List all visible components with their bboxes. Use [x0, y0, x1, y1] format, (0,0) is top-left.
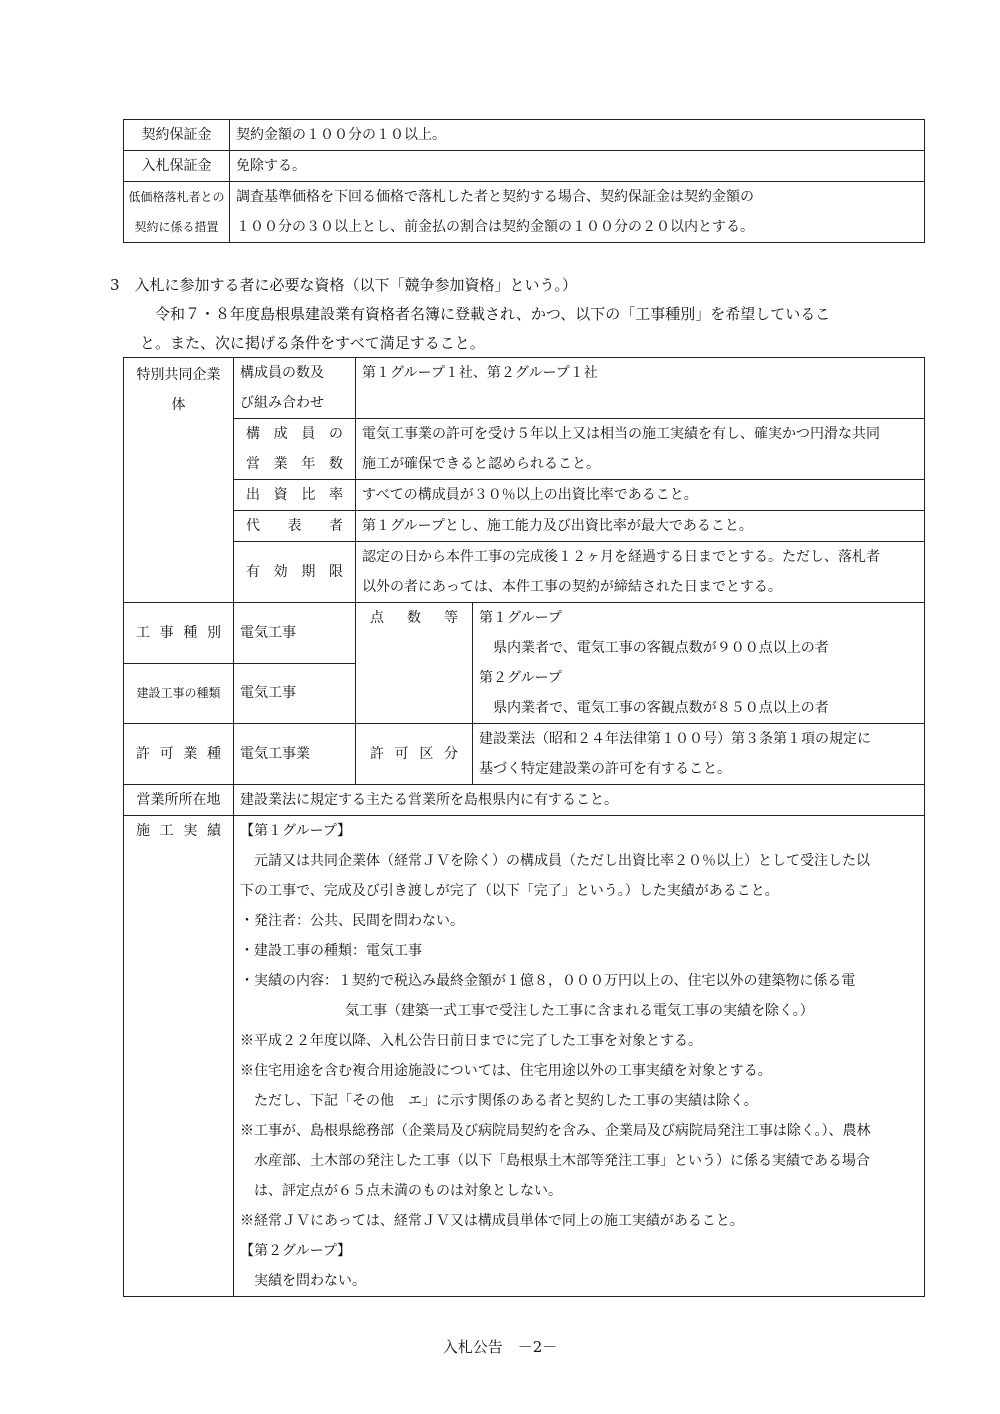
table-row [124, 816, 925, 1297]
points-label: 点数等 [356, 603, 473, 724]
value-line: 県内業者で、電気工事の客観点数が９００点以上の者 [493, 640, 829, 656]
value-line: 第１グループ [479, 610, 562, 626]
bid-deposit-label: 入札保証金 [124, 151, 230, 182]
table-row [124, 182, 925, 243]
record-paragraph: 下の工事で、完成及び引き渡しが完了（以下「完了」という。）した実績があること。 [240, 883, 779, 899]
record-label: 施工実績 [124, 816, 234, 1297]
jv-years-value [356, 419, 925, 480]
table-row [124, 542, 925, 603]
record-note-cont: ただし、下記「その他 エ」に示す関係のある者と契約した工事の実績は除く。 [254, 1093, 758, 1109]
record-note: ※住宅用途を含む複合用途施設については、住宅用途以外の工事実績を対象とする。 [240, 1063, 772, 1079]
group2-heading: 【第２グループ】 [240, 1243, 352, 1259]
construction-type-value: 電気工事 [234, 663, 356, 724]
construction-type-label: 建設工事の種類 [124, 663, 234, 724]
section-paragraph: と。また、次に掲げる条件をすべて満足すること。 [140, 334, 485, 352]
group1-heading: 【第１グループ】 [240, 823, 352, 839]
jv-members-value [356, 358, 925, 419]
table-row [124, 120, 925, 151]
low-price-measure-label [124, 182, 230, 243]
jv-label: 特別共同企業体 [124, 358, 234, 603]
value-line: １００分の３０以上とし、前金払の割合は契約金額の１００分の２０以内とする。 [236, 219, 754, 235]
table-row [124, 724, 925, 785]
low-price-measure-value [230, 182, 925, 243]
value-line: 第２グループ [479, 670, 562, 686]
record-bullet-cont: 気工事（建築一式工事で受注した工事に含まれる電気工事の実績を除く。） [345, 1003, 814, 1019]
jv-validity-label: 有効期限 [234, 542, 356, 603]
table-row [124, 480, 925, 511]
value-line: 電気工事業の許可を受け５年以上又は相当の施工実績を有し、確実かつ円滑な共同 [362, 426, 880, 442]
office-value: 建設業法に規定する主たる営業所を島根県内に有すること。 [234, 785, 925, 816]
record-note-cont: は、評定点が６５点未満のものは対象としない。 [254, 1183, 562, 1199]
value-line: 以外の者にあっては、本件工事の契約が締結された日までとする。 [362, 579, 782, 595]
page-footer: 入札公告 －2－ [442, 1338, 558, 1356]
license-class-value [473, 724, 925, 785]
work-type-value: 電気工事 [234, 603, 356, 664]
value-line: 調査基準価格を下回る価格で落札した者と契約する場合、契約保証金は契約金額の [236, 189, 754, 205]
jv-members-label [234, 358, 356, 419]
table-row [124, 358, 925, 419]
value-line: 基づく特定建設業の許可を有すること。 [479, 761, 731, 777]
record-bullet: ・建設工事の種類：電気工事 [240, 943, 422, 959]
record-bullet: ・実績の内容：１契約で税込み最終金額が１億８，０００万円以上の、住宅以外の建築物に係る電 [240, 973, 856, 989]
label-line: び組み合わせ [240, 395, 324, 411]
value-line: 第１グループ１社、第２グループ１社 [362, 365, 598, 381]
record-paragraph: 元請又は共同企業体（経常ＪＶを除く）の構成員（ただし出資比率２０％以上）として受注した以 [254, 853, 870, 869]
record-note-cont: 水産部、土木部の発注した工事（以下「島根県土木部等発注工事」という）に係る実績である場合 [254, 1153, 870, 1169]
record-paragraph: 実績を問わない。 [254, 1273, 366, 1289]
table-row [124, 785, 925, 816]
label-line: 構成員の数及 [240, 365, 324, 381]
value-line: すべての構成員が３０％以上の出資比率であること。 [362, 487, 698, 503]
jv-rep-label: 代表者 [234, 511, 356, 542]
label-line: 低価格落札者との [128, 190, 225, 204]
license-type-value: 電気工事業 [234, 724, 356, 785]
bid-deposit-value: 免除する。 [230, 151, 925, 182]
label-line: 営業年数 [246, 456, 343, 472]
table-row [124, 151, 925, 182]
jv-capital-label: 出資比率 [234, 480, 356, 511]
label-line: 構成員の [246, 426, 343, 442]
record-note: ※工事が、島根県総務部（企業局及び病院局契約を含み、企業局及び病院局発注工事は除く。）、農林 [240, 1123, 871, 1139]
jv-validity-value [356, 542, 925, 603]
contract-deposit-label: 契約保証金 [124, 120, 230, 151]
record-bullet: ・発注者：公共、民間を問わない。 [240, 913, 464, 929]
section-heading: 3 入札に参加する者に必要な資格（以下「競争参加資格」という。） [110, 276, 578, 294]
points-value [473, 603, 925, 724]
table-row [124, 419, 925, 480]
record-note: ※経常ＪＶにあっては、経常ＪＶ又は構成員単体で同上の施工実績があること。 [240, 1213, 744, 1229]
jv-capital-value [356, 480, 925, 511]
record-value [234, 816, 925, 1297]
guarantee-table [123, 119, 925, 243]
value-line: 県内業者で、電気工事の客観点数が８５０点以上の者 [493, 700, 829, 716]
label-line: 契約に係る措置 [134, 220, 219, 234]
section-paragraph: 令和７・８年度島根県建設業有資格者名簿に登載され、かつ、以下の「工事種別」を希望しているこ [155, 305, 831, 323]
table-row [124, 511, 925, 542]
record-note: ※平成２２年度以降、入札公告日前日までに完了した工事を対象とする。 [240, 1033, 702, 1049]
table-row [124, 603, 925, 664]
work-type-label: 工事種別 [124, 603, 234, 664]
license-class-label: 許可区分 [356, 724, 473, 785]
qualification-table [123, 357, 925, 1297]
value-line: 施工が確保できると認められること。 [362, 456, 600, 472]
contract-deposit-value: 契約金額の１００分の１０以上。 [230, 120, 925, 151]
value-line: 認定の日から本件工事の完成後１２ヶ月を経過する日までとする。ただし、落札者 [362, 549, 880, 565]
office-label: 営業所所在地 [124, 785, 234, 816]
jv-rep-value [356, 511, 925, 542]
jv-years-label [234, 419, 356, 480]
value-line: 建設業法（昭和２４年法律第１００号）第３条第１項の規定に [479, 731, 871, 747]
value-line: 第１グループとし、施工能力及び出資比率が最大であること。 [362, 518, 753, 534]
license-type-label: 許可業種 [124, 724, 234, 785]
